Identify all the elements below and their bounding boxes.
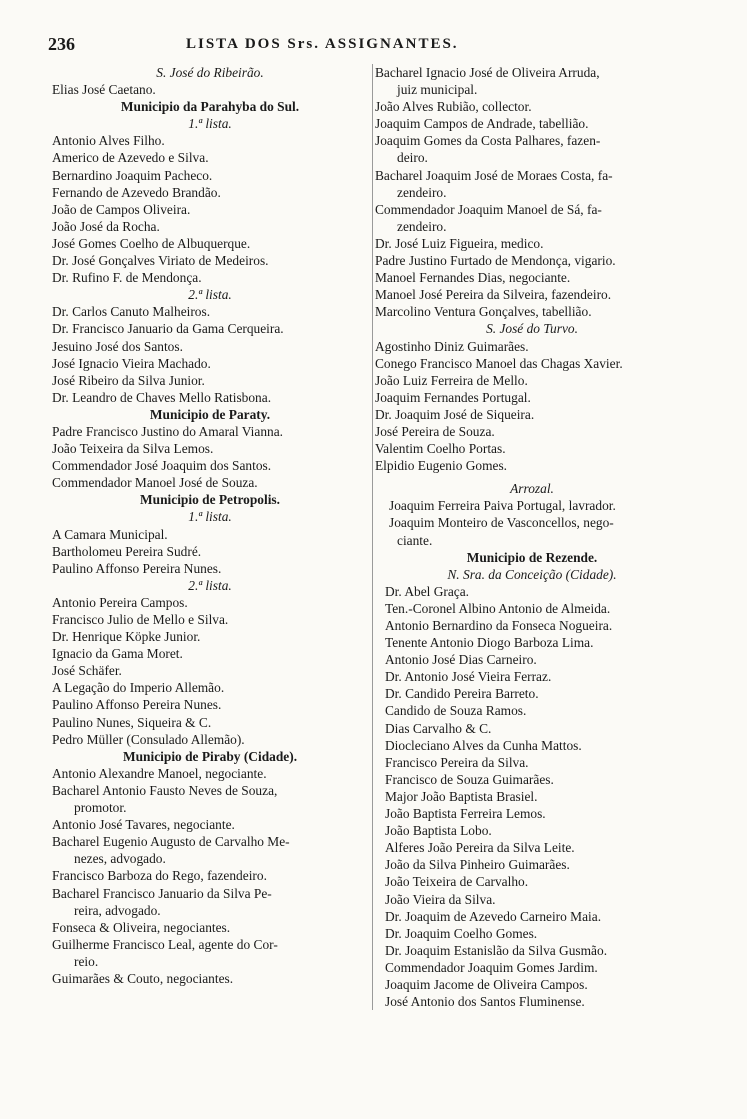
- subscriber-entry: Major João Baptista Brasiel.: [385, 788, 538, 804]
- subscriber-entry: João Baptista Lobo.: [385, 823, 492, 839]
- subscriber-entry: ciante.: [397, 532, 433, 548]
- section-heading: Municipio da Parahyba do Sul.: [120, 99, 300, 115]
- subscriber-entry: Dr. Antonio José Vieira Ferraz.: [385, 669, 552, 685]
- subscriber-entry: Elpidio Eugenio Gomes.: [375, 458, 508, 474]
- subscriber-entry: A Camara Municipal.: [52, 526, 168, 542]
- subscriber-entry: João Teixeira de Carvalho.: [385, 874, 529, 890]
- subscriber-entry: Francisco Barboza do Rego, fazendeiro.: [52, 868, 267, 884]
- subscriber-entry: João José da Rocha.: [52, 218, 160, 234]
- subscriber-entry: Ten.-Coronel Albino Antonio de Almeida.: [385, 600, 611, 616]
- subscriber-entry: Paulino Affonso Pereira Nunes.: [52, 697, 222, 713]
- subscriber-entry: Francisco Julio de Mello e Silva.: [52, 612, 229, 627]
- subsection-heading: Arrozal.: [510, 481, 554, 497]
- subscriber-entry: João Luiz Ferreira de Mello.: [375, 372, 528, 388]
- subscriber-entry: Tenente Antonio Diogo Barboza Lima.: [385, 635, 594, 651]
- subscriber-entry: Padre Justino Furtado de Mendonça, vigario.: [375, 253, 616, 269]
- subscriber-entry: Valentim Coelho Portas.: [375, 441, 506, 457]
- subscriber-entry: Antonio Alves Filho.: [52, 133, 165, 149]
- subscriber-entry: João Baptista Ferreira Lemos.: [385, 806, 546, 822]
- subscriber-entry: Dr. Joaquim de Azevedo Carneiro Maia.: [385, 908, 602, 924]
- running-title: LISTA DOS Srs. ASSIGNANTES.: [186, 36, 459, 52]
- subscriber-entry: Ignacio da Gama Moret.: [52, 646, 183, 662]
- subscriber-entry: Dr. Abel Graça.: [385, 583, 470, 599]
- subscriber-entry: Candido de Souza Ramos.: [385, 703, 527, 719]
- subscriber-entry: Francisco Pereira da Silva.: [385, 754, 529, 770]
- subscriber-entry: Joaquim Monteiro de Vasconcellos, nego-: [389, 515, 614, 531]
- subscriber-entry: Antonio Bernardino da Fonseca Nogueira.: [385, 618, 613, 633]
- subscriber-entry: João Alves Rubião, collector.: [375, 99, 532, 115]
- section-heading: Municipio de Paraty.: [149, 406, 271, 422]
- subscriber-entry: Antonio Pereira Campos.: [52, 594, 188, 610]
- subscriber-entry: Dias Carvalho & C.: [385, 720, 492, 736]
- subscriber-entry: deiro.: [397, 150, 428, 166]
- subscriber-entry: José Antonio dos Santos Fluminense.: [385, 994, 585, 1010]
- subscriber-entry: A Legação do Imperio Allemão.: [52, 680, 225, 696]
- subscriber-entry: promotor.: [74, 800, 127, 816]
- subscriber-entry: Fernando de Azevedo Brandão.: [52, 184, 221, 200]
- subscriber-entry: Dr. José Luiz Figueira, medico.: [375, 235, 544, 251]
- subscriber-entry: Bacharel Francisco Januario da Silva Pe-: [52, 885, 272, 901]
- subscriber-entry: Dr. Leandro de Chaves Mello Ratisbona.: [52, 389, 272, 405]
- subscriber-entry: Guilherme Francisco Leal, agente do Cor-: [52, 936, 278, 952]
- subscriber-entry: Joaquim Fernandes Portugal.: [375, 389, 531, 405]
- subscriber-entry: Commendador Manoel José de Souza.: [52, 475, 258, 491]
- subscriber-entry: Dr. Joaquim Estanislão da Silva Gusmão.: [385, 942, 608, 958]
- subscriber-entry: Americo de Azevedo e Silva.: [52, 150, 209, 166]
- subscriber-entry: Guimarães & Couto, negociantes.: [52, 970, 234, 986]
- subscriber-entry: reio.: [74, 953, 99, 969]
- subscriber-entry: Dr. Joaquim José de Siqueira.: [375, 406, 535, 422]
- subsection-heading: S. José do Turvo.: [486, 321, 578, 337]
- subscriber-entry: Antonio Alexandre Manoel, negociante.: [52, 765, 267, 781]
- subscriber-entry: Bartholomeu Pereira Sudré.: [52, 543, 202, 559]
- subscriber-entry: José Gomes Coelho de Albuquerque.: [52, 235, 251, 251]
- subscriber-entry: zendeiro.: [397, 218, 447, 234]
- subscriber-entry: Antonio José Dias Carneiro.: [385, 652, 537, 668]
- subscriber-entry: Paulino Nunes, Siqueira & C.: [52, 714, 212, 730]
- subscriber-entry: Dr. Joaquim Coelho Gomes.: [385, 925, 538, 941]
- subscriber-entry: Dr. Candido Pereira Barreto.: [385, 686, 539, 702]
- right-column: [372, 64, 689, 1010]
- subscriber-entry: Elias José Caetano.: [52, 82, 156, 98]
- subscriber-entry: Manoel Fernandes Dias, negociante.: [375, 270, 571, 286]
- subscriber-entry: Bacharel Joaquim José de Moraes Costa, fa-: [375, 167, 613, 183]
- subscriber-entry: João da Silva Pinheiro Guimarães.: [385, 857, 570, 873]
- subscriber-entry: zendeiro.: [397, 184, 447, 200]
- section-heading: Municipio de Piraby (Cidade).: [122, 748, 298, 764]
- subscriber-entry: Joaquim Jacome de Oliveira Campos.: [385, 976, 588, 992]
- subscriber-entry: Bacharel Eugenio Augusto de Carvalho Me-: [52, 834, 290, 850]
- subscriber-entry: Fonseca & Oliveira, negociantes.: [52, 919, 231, 935]
- section-heading: Municipio de Rezende.: [466, 549, 598, 565]
- subscriber-entry: João Teixeira da Silva Lemos.: [52, 441, 214, 457]
- subsection-heading: N. Sra. da Conceição (Cidade).: [447, 566, 617, 582]
- subscriber-entry: José Pereira de Souza.: [375, 423, 495, 439]
- subscriber-entry: Marcolino Ventura Gonçalves, tabellião.: [375, 304, 592, 320]
- page-header: [48, 34, 728, 58]
- subscriber-entry: João de Campos Oliveira.: [52, 201, 191, 217]
- subscriber-entry: Conego Francisco Manoel das Chagas Xavier.: [375, 355, 623, 371]
- subscriber-entry: Dr. José Gonçalves Viriato de Medeiros.: [52, 253, 269, 269]
- subscriber-entry: Bacharel Ignacio José de Oliveira Arruda,: [375, 65, 600, 80]
- left-column: [52, 64, 368, 987]
- subscriber-entry: Padre Francisco Justino do Amaral Vianna.: [52, 423, 284, 439]
- subscriber-entry: Commendador Joaquim Manoel de Sá, fa-: [375, 201, 602, 217]
- subscriber-entry: Antonio José Tavares, negociante.: [52, 817, 235, 833]
- page-number: 236: [48, 34, 75, 54]
- subscriber-entry: José Ignacio Vieira Machado.: [52, 355, 211, 371]
- subscriber-entry: Diocleciano Alves da Cunha Mattos.: [385, 737, 582, 753]
- subsection-heading: 1.ª lista.: [188, 116, 232, 132]
- subscriber-entry: reira, advogado.: [74, 902, 161, 918]
- subscriber-entry: Dr. Henrique Köpke Junior.: [52, 629, 201, 645]
- subscriber-entry: Manoel José Pereira da Silveira, fazendeiro.: [375, 287, 612, 303]
- subscriber-entry: José Ribeiro da Silva Junior.: [52, 372, 205, 388]
- subscriber-entry: nezes, advogado.: [74, 851, 166, 867]
- subscriber-entry: Agostinho Diniz Guimarães.: [375, 338, 529, 354]
- subscriber-entry: Commendador Joaquim Gomes Jardim.: [385, 959, 598, 975]
- subscriber-entry: Dr. Carlos Canuto Malheiros.: [52, 304, 211, 320]
- subscriber-entry: Alferes João Pereira da Silva Leite.: [385, 840, 575, 856]
- subscriber-entry: José Schäfer.: [52, 663, 122, 679]
- subscriber-entry: Jesuino José dos Santos.: [52, 338, 183, 354]
- subscriber-entry: Dr. Francisco Januario da Gama Cerqueira.: [52, 321, 284, 337]
- subscriber-entry: Dr. Rufino F. de Mendonça.: [52, 270, 202, 286]
- subscriber-entry: Bacharel Antonio Fausto Neves de Souza,: [52, 782, 278, 798]
- section-heading: Municipio de Petropolis.: [140, 492, 280, 508]
- subsection-heading: 1.ª lista.: [188, 509, 232, 525]
- subscriber-entry: João Vieira da Silva.: [385, 891, 496, 907]
- subsection-heading: 2.ª lista.: [188, 577, 232, 593]
- subscriber-entry: Commendador José Joaquim dos Santos.: [52, 458, 272, 474]
- subscriber-entry: juiz municipal.: [397, 82, 478, 98]
- subscriber-entry: Joaquim Ferreira Paiva Portugal, lavrador.: [389, 498, 616, 514]
- subscriber-entry: Joaquim Gomes da Costa Palhares, fazen-: [375, 133, 601, 149]
- subsection-heading: 2.ª lista.: [188, 287, 232, 303]
- subscriber-entry: Paulino Affonso Pereira Nunes.: [52, 560, 222, 576]
- subsection-heading: S. José do Ribeirão.: [156, 65, 264, 80]
- subscriber-entry: Bernardino Joaquim Pacheco.: [52, 167, 213, 183]
- subscriber-entry: Francisco de Souza Guimarães.: [385, 771, 554, 787]
- subscriber-entry: Joaquim Campos de Andrade, tabellião.: [375, 116, 589, 132]
- subscriber-entry: Pedro Müller (Consulado Allemão).: [52, 731, 245, 747]
